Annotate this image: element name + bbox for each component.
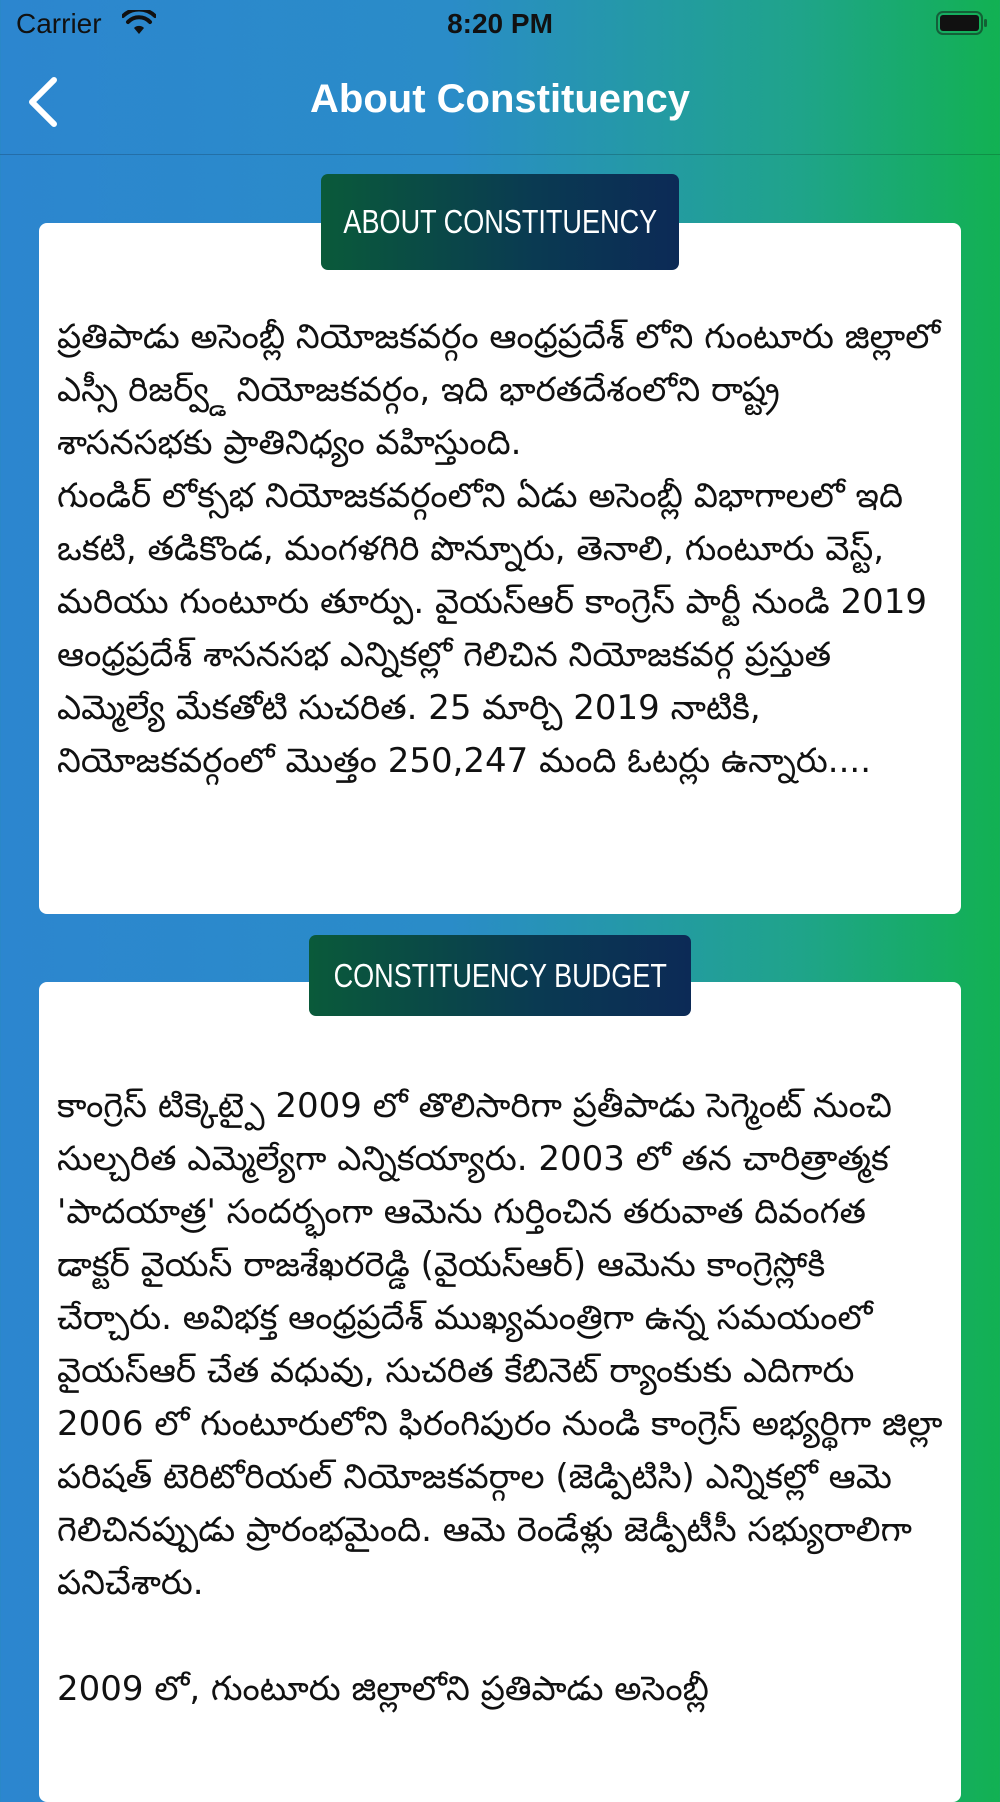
carrier-label: Carrier (16, 8, 102, 39)
about-constituency-text: ప్రతిపాడు అసెంబ్లీ నియోజకవర్గం ఆంధ్రప్రదేశ్ లోని గుంటూరు జిల్లాలో ఎస్సీ రిజర్వ్డ్ నియోజకవర్గం, ఇది భారతదేశంలోని రాష్ట్ర శాసనసభకు ప్రాతినిధ్యం వహిస్తుంది. గుండిర్ లోక్సభ నియోజకవర్గంలోని ఏడు అసెంబ్లీ విభాగాలలో ఇది ఒకటి, తడికొండ, మంగళగిరి పొన్నూరు, తెనాలి, గుంటూరు వెస్ట్, మరియు గుంటూరు తూర్పు. వైయస్ఆర్ కాంగ్రెస్ పార్టీ నుండి 2019 ఆంధ్రప్రదేశ్ శాసనసభ ఎన్నికల్లో గెలిచిన నియోజకవర్గ ప్రస్తుత ఎమ్మెల్యే మేకతోటి సుచరిత. 25 మార్చి 2019 నాటికి, నియోజకవర్గంలో మొత్తం 250,247 మంది ఓటర్లు ఉన్నారు.... (57, 317, 941, 781)
about-constituency-heading-label: ABOUT CONSTITUENCY (343, 203, 657, 240)
constituency-budget-text: కాంగ్రెస్ టిక్కెట్పై 2009 లో తొలిసారిగా ప్రతీపాడు సెగ్మెంట్ నుంచి సుల్చరిత ఎమ్మెల్యేగా ఎన్నికయ్యారు. 2003 లో తన చారిత్రాత్మక 'పాదయాత్ర' సందర్భంగా ఆమెను గుర్తించిన తరువాత దివంగత డాక్టర్ వైయస్ రాజశేఖరరెడ్డి (వైయస్ఆర్) ఆమెను కాంగ్రెస్లోకి చేర్చారు. అవిభక్త ఆంధ్రప్రదేశ్ ముఖ్యమంత్రిగా ఉన్న సమయంలో వైయస్ఆర్ చేత వధువు, సుచరిత కేబినెట్ ర్యాంకుకు ఎదిగారు 2006 లో గుంటూరులోని ఫిరంగిపురం నుండి కాంగ్రెస్ అభ్యర్థిగా జిల్లా పరిషత్ టెరిటోరియల్ నియోజకవర్గాల (జెడ్పిటిసి) ఎన్నికల్లో ఆమె గెలిచినప్పుడు ప్రారంభమైంది. ఆమె రెండేళ్లు జెడ్పీటీసీ సభ్యురాలిగా పనిచేశారు. 2009 లో, గుంటూరు జిల్లాలోని ప్రతిపాడు అసెంబ్లీ (57, 1086, 943, 1709)
constituency-budget-card (39, 982, 961, 1802)
navigation-bar (0, 50, 1000, 155)
page-title: About Constituency (310, 77, 690, 121)
battery-icon (936, 11, 988, 35)
about-constituency-heading (321, 174, 679, 270)
about-constituency-card (39, 223, 961, 914)
status-bar (0, 0, 1000, 50)
clock: 8:20 PM (447, 8, 553, 39)
constituency-budget-heading-label: CONSTITUENCY BUDGET (333, 956, 667, 994)
constituency-budget-heading (309, 935, 691, 1016)
